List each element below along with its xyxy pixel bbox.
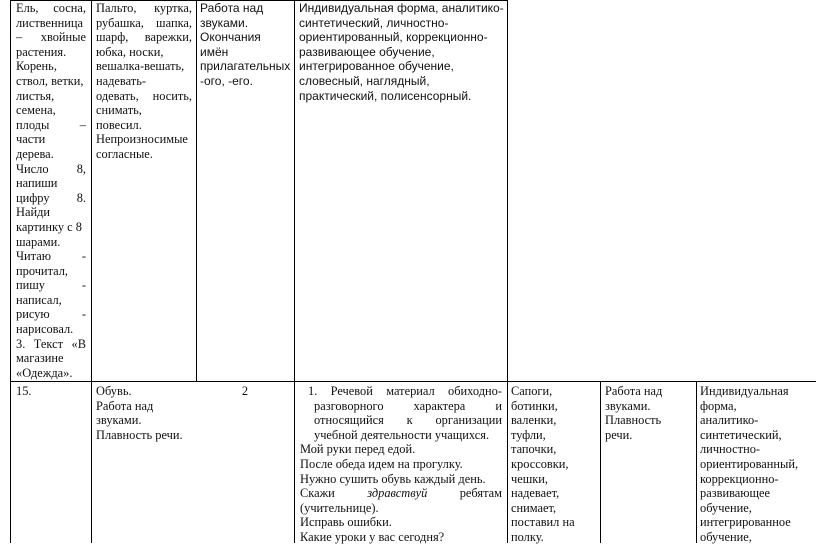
col-divider [294, 0, 295, 543]
text-line: – хвойные [16, 30, 86, 45]
text-line: 1. Речевой материал обиходно- [308, 384, 502, 398]
text-line: чешки, [511, 471, 549, 486]
text-line: развивающее обучение, [299, 44, 435, 59]
text-line: поставил на [511, 515, 575, 530]
text-line: ориентированный, коррекционно- [299, 30, 488, 45]
text-line: одевать, носить, [96, 88, 192, 103]
text-line: лиственница [16, 15, 84, 30]
row1-col4 [299, 1, 504, 103]
text-line: относящийся к организации [314, 413, 502, 428]
text-line: 3. Текст «В [16, 336, 86, 351]
text-line: снимает, [511, 500, 557, 515]
text-line: Непроизносимые [96, 132, 188, 147]
text-line: интегрированное обучение, [299, 59, 454, 74]
text-line: Работа над [605, 384, 663, 398]
text-line: туфли, [511, 427, 546, 442]
text-fragment: ребятам [459, 486, 502, 501]
text-line: нарисовал. [16, 322, 74, 337]
col-divider [600, 381, 601, 543]
col-divider [507, 0, 508, 543]
text-line: магазине [16, 351, 64, 366]
text-line: написал, [16, 292, 62, 307]
text-line: Индивидуальная форма, аналитико- [299, 1, 504, 15]
col-divider [696, 381, 697, 543]
row2-topic [96, 384, 196, 442]
text-line: форма, [700, 398, 737, 413]
text-line: ориентированный, [700, 456, 799, 471]
text-line: рубашка, шапка, [96, 15, 192, 30]
col-divider [91, 0, 92, 543]
col-divider [10, 0, 11, 543]
text-line: согласные. [96, 146, 153, 161]
text-line: развивающее [700, 486, 771, 501]
text-line: плоды – [16, 117, 86, 132]
row1-col1 [16, 1, 86, 380]
text-line: звуками. [96, 413, 142, 428]
text-line: практический, полисенсорный. [299, 88, 472, 103]
row1-col3 [200, 1, 292, 89]
text-line [300, 486, 502, 501]
text-line: Сапоги, [511, 384, 553, 398]
text-line: синтетический, [700, 427, 782, 442]
text-line: повесил. [96, 117, 142, 132]
text-line: кроссовки, [511, 456, 569, 471]
row2-number [16, 384, 86, 399]
text-line: Ель, сосна, [16, 1, 86, 15]
text-line: интегрированное [700, 515, 791, 530]
text-line: вешалка-вешать, [96, 59, 185, 74]
row2-method [700, 384, 812, 545]
text-line: семена, [16, 103, 56, 118]
text-line: коррекционно- [700, 471, 779, 486]
text-line: шарами. [16, 234, 61, 249]
text-line: Работа над [200, 1, 264, 15]
text-line: Работа над [96, 398, 154, 413]
text-line: Какие уроки у вас сегодня? [300, 529, 445, 544]
text-line: «Одежда». [16, 365, 73, 380]
text-line: пишу - [16, 278, 86, 293]
text-line: надевать- [96, 73, 146, 88]
text-line: Индивидуальная [700, 384, 789, 398]
text-line: -ого, -его. [200, 73, 253, 88]
text-line: напиши [16, 176, 58, 191]
text-line: валенки, [511, 413, 557, 428]
text-line: картинку с 8 [16, 219, 82, 234]
text-line: Корень, [16, 59, 57, 74]
text-line: Мой руки перед едой. [300, 442, 416, 457]
text-line: имён [200, 44, 229, 59]
text-line: учебной деятельности учащихся. [314, 427, 490, 442]
text-line: (учительнице). [300, 500, 379, 515]
text-line: Плавность речи. [96, 427, 183, 442]
text-line: Окончания [200, 30, 261, 45]
row2-work [605, 384, 693, 442]
text-line: личностно- [700, 442, 761, 457]
text-line: Плавность [605, 413, 662, 428]
text-line: речи. [605, 427, 633, 442]
lesson-number: 15. [16, 384, 32, 398]
text-line: прочитал, [16, 263, 69, 278]
text-fragment: Скажи [300, 486, 335, 501]
text-line: синтетический, личностно- [299, 15, 449, 30]
text-line: прилагательных [200, 59, 291, 74]
text-line: словесный, наглядный, [299, 73, 430, 88]
text-line: Нужно сушить обувь каждый день. [300, 471, 486, 486]
row2-material [300, 384, 502, 545]
text-line: надевает, [511, 486, 560, 501]
row2-hours [196, 384, 294, 399]
col-divider [196, 0, 197, 381]
hours-value: 2 [241, 384, 249, 398]
text-line: рисую - [16, 307, 86, 322]
row2-vocab [511, 384, 597, 545]
text-line: Пальто, куртка, [96, 1, 192, 15]
text-line: растения. [16, 44, 67, 59]
row1-col2 [96, 1, 192, 162]
text-line: Исправь ошибки. [300, 515, 392, 530]
text-line: полку. [511, 529, 544, 544]
italic-word: здравствуй [367, 486, 428, 501]
text-line: ствол, ветки, [16, 73, 84, 88]
text-line: звуками. [605, 398, 651, 413]
text-line: Обувь. [96, 384, 132, 398]
text-line: шарф, варежки, [96, 30, 192, 45]
text-line: аналитико- [700, 413, 759, 428]
text-line: цифру 8. [16, 190, 86, 205]
text-line: ботинки, [511, 398, 558, 413]
text-line: После обеда идем на прогулку. [300, 456, 463, 471]
text-line: тапочки, [511, 442, 557, 457]
text-line: листья, [16, 88, 55, 103]
text-line: обучение, [700, 529, 752, 544]
text-line: юбка, носки, [96, 44, 164, 59]
text-line: звуками. [200, 15, 249, 30]
text-line: разговорного характера и [314, 398, 502, 413]
text-line: Число 8, [16, 161, 86, 176]
text-line: дерева. [16, 146, 54, 161]
text-line: обучение, [700, 500, 752, 515]
text-line: Читаю - [16, 249, 86, 264]
text-line: снимать, [96, 103, 142, 118]
text-line: Найди [16, 205, 51, 220]
text-line: части [16, 132, 46, 147]
